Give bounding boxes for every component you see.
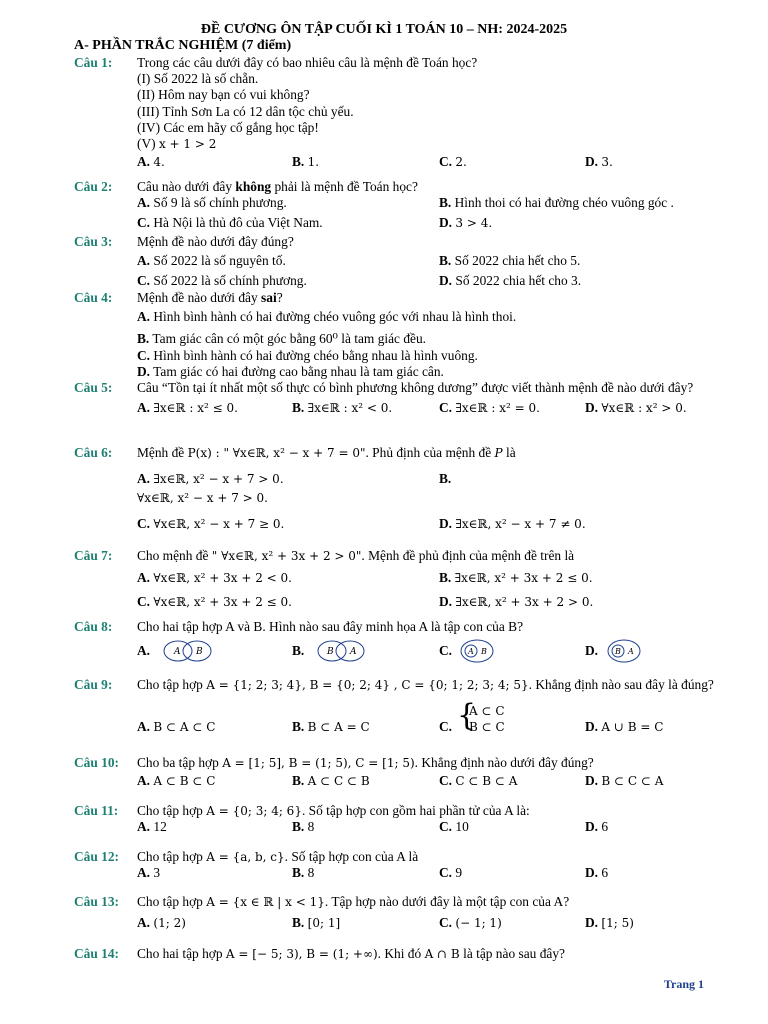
option-a[interactable]: A. (1; 2) (137, 915, 186, 931)
question-number: Câu 1: (74, 55, 113, 70)
option-d[interactable]: D. A ∪ B = C (585, 719, 664, 735)
question-6 (74, 445, 738, 532)
question-text: Câu “Tồn tại ít nhất một số thực có bình phương không dương” được viết thành mệnh đề nào dưới đây? (137, 380, 694, 395)
option-a[interactable]: A. Hình bình hành có hai đường chéo vuông góc với nhau là hình thoi. (137, 309, 517, 325)
option-d[interactable]: D. Số 2022 chia hết cho 3. (439, 272, 582, 288)
question-4 (74, 290, 738, 380)
question-text: Cho tập hợp A = {a, b, c}. Số tập hợp con của A là (137, 849, 419, 864)
question-number: Câu 6: (74, 445, 113, 460)
section-heading: A- PHẦN TRẮC NGHIỆM (7 điểm) (74, 38, 292, 53)
system-line-2: B ⊂ C (469, 720, 505, 735)
question-10 (74, 755, 738, 790)
option-c[interactable]: C. C ⊂ B ⊂ A (439, 773, 518, 789)
option-a[interactable]: A. ∃x∈ℝ : x² ≤ 0. (137, 400, 238, 416)
option-c[interactable]: C. ∀x∈ℝ, x² + 3x + 2 ≤ 0. (137, 593, 292, 609)
question-13 (74, 894, 738, 932)
option-b[interactable]: B. Số 2022 chia hết cho 5. (439, 253, 581, 269)
question-11 (74, 803, 738, 836)
option-b[interactable]: ∀x∈ℝ, x² − x + 7 > 0. (137, 490, 268, 505)
question-text: Mệnh đề nào dưới đây sai? (137, 290, 283, 305)
option-c[interactable]: C. (439, 643, 453, 659)
option-b[interactable]: B. [0; 1] (292, 915, 341, 931)
question-7 (74, 548, 738, 610)
question-14 (74, 946, 738, 962)
question-text: Câu nào dưới đây không phải là mệnh đề Toán học? (137, 179, 418, 194)
option-c[interactable]: C. (439, 719, 453, 735)
option-c[interactable]: C. Hà Nội là thủ đô của Việt Nam. (137, 214, 323, 230)
option-d[interactable]: D. B ⊂ C ⊂ A (585, 773, 664, 789)
venn-diagram-b (310, 639, 374, 663)
question-text: Trong các câu dưới đây có bao nhiêu câu là mệnh đề Toán học? (137, 55, 478, 70)
option-d[interactable]: D. 3 > 4. (439, 214, 493, 230)
question-text: Cho hai tập hợp A = [− 5; 3), B = (1; +∞). Khi đó A ∩ B là tập nào sau đây? (137, 946, 565, 961)
statement-item: (I) Số 2022 là số chẵn. (137, 71, 259, 87)
question-number: Câu 11: (74, 803, 119, 818)
option-c[interactable]: C. 10 (439, 819, 469, 835)
option-a[interactable]: A. A ⊂ B ⊂ C (137, 773, 216, 789)
question-text: Cho ba tập hợp A = [1; 5], B = (1; 5), C = [1; 5). Khẳng định nào dưới đây đúng? (137, 755, 594, 770)
option-a[interactable]: A. 12 (137, 819, 167, 835)
question-text: Cho mệnh đề " ∀x∈ℝ, x² + 3x + 2 > 0". Mệnh đề phủ định của mệnh đề trên là (137, 548, 575, 563)
svg-text:B: B (327, 647, 334, 658)
question-number: Câu 10: (74, 755, 120, 770)
statement-item: (IV) Các em hãy cố gắng học tập! (137, 119, 319, 135)
option-b-label[interactable]: B. (439, 471, 452, 487)
question-1 (74, 55, 738, 171)
option-d[interactable]: D. 6 (585, 865, 609, 881)
svg-text:A: A (628, 647, 634, 657)
option-c[interactable]: C. ∃x∈ℝ : x² = 0. (439, 400, 540, 416)
question-8 (74, 619, 738, 665)
question-number: Câu 9: (74, 677, 113, 692)
option-b[interactable]: B. 8 (292, 865, 315, 881)
question-number: Câu 12: (74, 849, 120, 864)
brace-icon: { (457, 698, 477, 734)
option-b[interactable]: B. 8 (292, 819, 315, 835)
option-b[interactable]: B. A ⊂ C ⊂ B (292, 773, 370, 789)
statement-item: (III) Tỉnh Sơn La có 12 dân tộc chủ yếu. (137, 103, 354, 119)
option-c[interactable]: C. Số 2022 là số chính phương. (137, 272, 307, 288)
option-d[interactable]: D. ∃x∈ℝ, x² − x + 7 ≠ 0. (439, 515, 586, 531)
question-number: Câu 14: (74, 946, 120, 961)
option-b[interactable]: B. Hình thoi có hai đường chéo vuông góc . (439, 195, 674, 211)
venn-diagram-c (457, 639, 505, 663)
option-a[interactable]: A. Số 2022 là số nguyên tố. (137, 253, 286, 269)
question-text: Mệnh đề P(x) : " ∀x∈ℝ, x² − x + 7 = 0". Phủ định của mệnh đề P là (137, 445, 516, 460)
option-d[interactable]: D. Tam giác có hai đường cao bằng nhau là tam giác cân. (137, 363, 444, 379)
question-3 (74, 234, 738, 289)
option-b[interactable]: B. ∃x∈ℝ : x² < 0. (292, 400, 393, 416)
question-number: Câu 13: (74, 894, 120, 909)
option-c[interactable]: C. ∀x∈ℝ, x² − x + 7 ≥ 0. (137, 515, 285, 531)
option-c[interactable]: C. Hình bình hành có hai đường chéo bằng nhau là hình vuông. (137, 347, 478, 363)
option-a[interactable]: A. B ⊂ A ⊂ C (137, 719, 216, 735)
option-c[interactable]: C. (− 1; 1) (439, 915, 502, 931)
question-12 (74, 849, 738, 882)
svg-text:B: B (615, 647, 621, 657)
option-d[interactable]: D. 6 (585, 819, 609, 835)
svg-text:B: B (481, 647, 487, 657)
question-number: Câu 2: (74, 179, 113, 194)
option-c[interactable]: C. 2. (439, 154, 467, 170)
question-number: Câu 4: (74, 290, 113, 305)
question-number: Câu 8: (74, 619, 113, 634)
option-d[interactable]: D. 3. (585, 154, 613, 170)
option-a[interactable]: A. (137, 643, 151, 659)
option-a[interactable]: A. 3 (137, 865, 161, 881)
option-b[interactable]: B. Tam giác cân có một góc bằng 60⁰ là tam giác đều. (137, 331, 427, 347)
option-c[interactable]: C. 9 (439, 865, 463, 881)
document-title: ĐỀ CƯƠNG ÔN TẬP CUỐI KÌ 1 TOÁN 10 – NH: 2024-2025 (200, 22, 568, 37)
option-d[interactable]: D. (585, 643, 599, 659)
statement-label: (V) (137, 136, 156, 152)
option-a[interactable]: A. 4. (137, 154, 165, 170)
question-2 (74, 179, 738, 231)
question-text: Cho tập hợp A = {1; 2; 3; 4}, B = {0; 2; 4} , C = {0; 1; 2; 3; 4; 5}. Khẳng định nào sau đây là đúng? (137, 677, 714, 692)
option-b[interactable]: B. 1. (292, 154, 320, 170)
option-a[interactable]: A. ∃x∈ℝ, x² − x + 7 > 0. (137, 471, 284, 487)
venn-diagram-a (155, 639, 219, 663)
option-a[interactable]: A. ∀x∈ℝ, x² + 3x + 2 < 0. (137, 570, 292, 586)
svg-text:A: A (468, 647, 474, 657)
svg-text:B: B (196, 647, 203, 658)
question-number: Câu 5: (74, 380, 113, 395)
question-9 (74, 677, 738, 737)
option-d[interactable]: D. ∃x∈ℝ, x² + 3x + 2 > 0. (439, 593, 594, 609)
question-text: Mệnh đề nào dưới đây đúng? (137, 234, 294, 249)
question-text: Cho tập hợp A = {0; 3; 4; 6}. Số tập hợp con gồm hai phần tử của A là: (137, 803, 530, 818)
question-5 (74, 380, 738, 417)
question-number: Câu 7: (74, 548, 113, 563)
option-a[interactable]: A. Số 9 là số chính phương. (137, 195, 287, 211)
page-number: Trang 1 (663, 977, 704, 991)
svg-text:A: A (174, 647, 181, 658)
option-b[interactable]: B. (292, 643, 305, 659)
option-d[interactable]: D. ∀x∈ℝ : x² > 0. (585, 400, 687, 416)
system-line-1: A ⊂ C (469, 704, 505, 719)
question-number: Câu 3: (74, 234, 113, 249)
svg-text:A: A (350, 647, 357, 658)
math-expression: x + 1 > 2 (158, 137, 217, 152)
option-b[interactable]: B. ∃x∈ℝ, x² + 3x + 2 ≤ 0. (439, 570, 593, 586)
option-b[interactable]: B. B ⊂ A = C (292, 719, 370, 735)
venn-diagram-d (604, 639, 652, 663)
question-text: Cho hai tập hợp A và B. Hình nào sau đây minh họa A là tập con của B? (137, 619, 524, 634)
statement-item: (II) Hôm nay bạn có vui không? (137, 87, 310, 103)
question-text: Cho tập hợp A = {x ∈ ℝ | x < 1}. Tập hợp nào dưới đây là một tập con của A? (137, 894, 570, 909)
option-d[interactable]: D. [1; 5) (585, 915, 634, 931)
